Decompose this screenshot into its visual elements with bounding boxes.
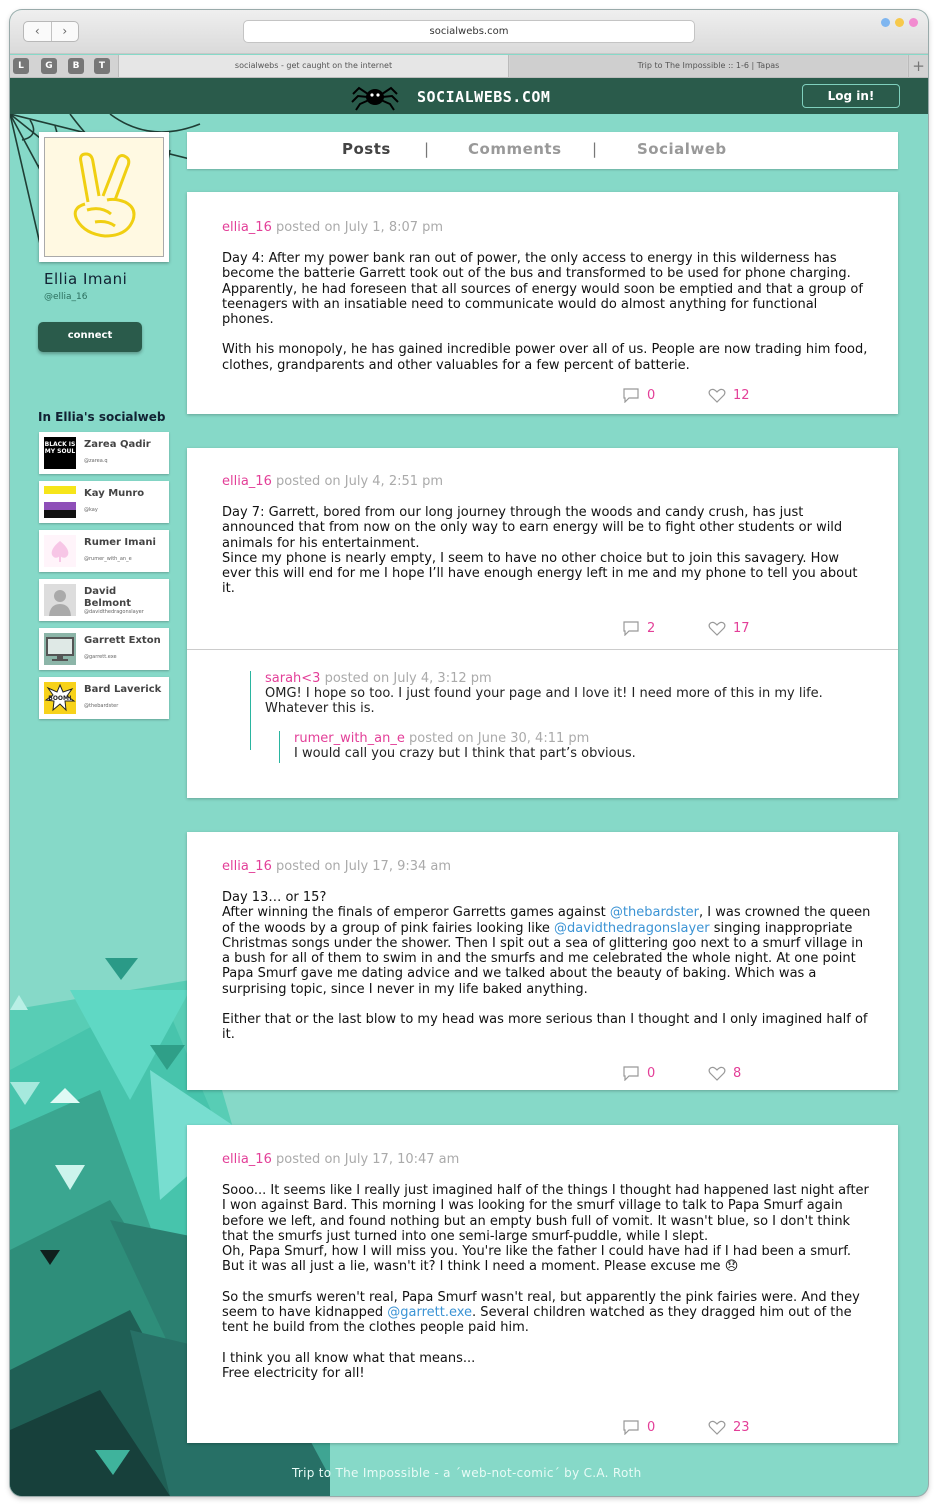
post-author[interactable]: ellia_16 (222, 1152, 272, 1167)
comic-boom-avatar-icon (44, 682, 76, 714)
post-author[interactable]: ellia_16 (222, 474, 272, 489)
friend-name[interactable]: Bard Laverick (84, 684, 162, 695)
post-paragraph: Day 7: Garrett, bored from our long journey through the woods and candy crush, has just announced that from now on the only way to earn energy will be to fight other students or wild animals for his entertainment. (222, 505, 843, 551)
post-body (222, 251, 872, 373)
comment-count[interactable]: 2 (622, 621, 655, 636)
speech-bubble-icon (622, 1066, 640, 1081)
post-timestamp: posted on July 17, 10:47 am (275, 1152, 460, 1167)
tab-tapas[interactable]: Trip to The Impossible :: 1-6 | Tapas (510, 55, 907, 77)
nonbinary-flag-avatar-icon (44, 486, 76, 518)
pinned-tab-t[interactable]: T (94, 58, 110, 74)
comment-meta (265, 671, 870, 686)
friend-card[interactable] (39, 579, 169, 621)
like-count[interactable]: 8 (708, 1066, 741, 1081)
post-author[interactable]: ellia_16 (222, 859, 272, 874)
post-timestamp: posted on July 17, 9:34 am (275, 859, 452, 874)
post-author[interactable]: ellia_16 (222, 220, 272, 235)
tab-separator: | (592, 140, 598, 158)
friend-handle: @zarea.q (84, 458, 108, 464)
blue-dot-icon[interactable] (881, 18, 890, 27)
mention-link[interactable]: @garrett.exe (387, 1305, 473, 1321)
like-count[interactable]: 17 (708, 621, 750, 636)
comments-divider (187, 649, 898, 650)
tab-posts[interactable]: Posts (342, 140, 391, 158)
friend-handle: @rumer_with_an_e (84, 556, 132, 562)
profile-handle: @ellia_16 (44, 292, 88, 302)
comment-count[interactable]: 0 (622, 1066, 655, 1081)
post-timestamp: posted on July 1, 8:07 pm (275, 220, 444, 235)
tab-separator: | (424, 140, 430, 158)
connect-button[interactable]: connect (38, 322, 142, 352)
window-dots (881, 18, 918, 27)
post-paragraph: So the smurfs weren't real, Papa Smurf wasn't real, but apparently the pink fairies were. And they seem to have kidnapped @garrett.exe. Several children watched as they dragged him out of the tent he build from the clothes people paid him. (222, 1289, 860, 1336)
history-buttons (23, 21, 79, 42)
post-card (187, 1125, 898, 1443)
post-meta (222, 220, 443, 235)
post-card (187, 192, 898, 414)
post-timestamp: posted on July 4, 2:51 pm (275, 474, 444, 489)
login-button[interactable]: Log in! (802, 84, 900, 108)
like-count[interactable]: 23 (708, 1420, 750, 1435)
browser-toolbar (10, 10, 928, 54)
tab-socialweb[interactable]: Socialweb (637, 140, 727, 158)
friend-handle: @davidthedragonslayer (84, 609, 144, 615)
friend-card[interactable] (39, 432, 169, 474)
heart-icon (708, 621, 726, 636)
pink-spade-avatar-icon (44, 535, 76, 567)
pinned-tab-b[interactable]: B (68, 58, 84, 74)
comment-timestamp: posted on June 30, 4:11 pm (409, 731, 590, 746)
comment-text: OMG! I hope so too. I just found your page and I love it! I need more of this in my life. Whatever this is. (265, 686, 823, 717)
friend-name[interactable]: David Belmont (84, 586, 132, 609)
peace-hand-icon (45, 138, 163, 256)
comment-thread (250, 671, 870, 761)
comment-meta (294, 731, 839, 746)
speech-bubble-icon (622, 621, 640, 636)
comment-count[interactable]: 0 (622, 1420, 655, 1435)
monitor-avatar-icon (44, 633, 76, 665)
speech-bubble-icon (622, 1420, 640, 1435)
friend-card[interactable] (39, 530, 169, 572)
post-paragraph: Day 4: After my power bank ran out of power, the only access to energy in this wilderness has become the batterie Garrett took out of the bus and transformed to be used for phone charging. Apparently, he had foreseen that all sources of energy would soon be emptied and that a group of teenagers with an insatiable need to communicate would do almost anything for functional phones. (222, 251, 863, 328)
pinned-tab-l[interactable]: L (13, 58, 29, 74)
post-meta (222, 474, 443, 489)
friend-card[interactable] (39, 481, 169, 523)
post-paragraph: Either that or the last blow to my head was more serious than I thought and I only imagined half of it. (222, 1012, 868, 1043)
post-card (187, 448, 898, 798)
post-paragraph: With his monopoly, he has gained incredible power over all of us. People are now trading him food, clothes, grandparents and other valuables for a few percent of batterie. (222, 342, 868, 373)
friend-handle: @kay (84, 507, 98, 513)
tab-strip (10, 55, 928, 78)
friend-card[interactable] (39, 677, 169, 719)
back-icon[interactable]: ‹ (34, 24, 40, 38)
default-person-avatar-icon (44, 584, 76, 616)
spider-icon (350, 80, 400, 112)
pink-dot-icon[interactable] (909, 18, 918, 27)
heart-icon (708, 1420, 726, 1435)
socialweb-title: In Ellia's socialweb (38, 410, 166, 424)
post-paragraph: Since my phone is nearly empty, I seem to have no other choice but to join this savagery. How ever this will end for me I hope I’ll have enough energy left in me and my phone to tell you about it. (222, 550, 858, 597)
site-header (10, 78, 928, 114)
black-is-my-soul-avatar-icon: BLACK IS MY SOUL (44, 437, 76, 469)
friend-card[interactable] (39, 628, 169, 670)
profile-avatar[interactable] (39, 132, 169, 262)
comment-text: I would call you crazy but I think that part’s obvious. (294, 746, 636, 761)
nested-comment (279, 731, 839, 763)
post-paragraph: Day 13… or 15? After winning the finals of emperor Garretts games against @thebardster, I was crowned the queen of the woods by a group of pink fairies looking like @davidthedragonslayer singing inappropriate Christmas songs under the shower. Then I spit out a sea of glittering goo next to a smurf village in a bush for all of them to swim in and the smurfs and me celebrated the whole night. At one point Papa Smurf gave me dating advice and we talked about the beauty of baking. Which was a surprising topic, since I never in my life baked anything. (222, 890, 871, 997)
post-paragraph: I think you all know what that means... Free electricity for all! (222, 1350, 476, 1381)
tab-socialwebs[interactable]: socialwebs - get caught on the internet (118, 55, 509, 77)
comment-count[interactable]: 0 (622, 388, 655, 403)
friend-name[interactable]: Rumer Imani (84, 537, 156, 548)
profile-name: Ellia Imani (44, 270, 128, 288)
comment-author[interactable]: sarah<3 (265, 671, 321, 686)
friend-handle: @garrett.exe (84, 654, 117, 660)
post-body (222, 1183, 872, 1381)
post-card (187, 832, 898, 1090)
friend-name[interactable]: Garrett Exton (84, 635, 161, 646)
svg-text:BOOM!: BOOM! (48, 695, 72, 702)
speech-bubble-icon (622, 388, 640, 403)
heart-icon (708, 388, 726, 403)
like-count[interactable]: 12 (708, 388, 750, 403)
profile-tabs (187, 132, 898, 169)
mention-link[interactable]: @thebardster (609, 905, 700, 921)
comment-timestamp: posted on July 4, 3:12 pm (324, 671, 492, 686)
comment-author[interactable]: rumer_with_an_e (294, 731, 405, 746)
post-meta (222, 859, 451, 874)
pinned-tab-g[interactable]: G (41, 58, 57, 74)
new-tab-icon[interactable]: + (908, 55, 928, 77)
post-meta (222, 1152, 459, 1167)
post-body (222, 505, 872, 597)
footer-credit: Trip to The Impossible - a ´web-not-comic´ by C.A. Roth (292, 1466, 642, 1480)
mention-link[interactable]: @davidthedragonslayer (554, 920, 710, 936)
yellow-dot-icon[interactable] (895, 18, 904, 27)
browser-window (10, 10, 928, 1496)
tab-comments[interactable]: Comments (468, 140, 562, 158)
sad-face-icon: 😞 (724, 1259, 739, 1275)
friend-name[interactable]: Zarea Qadir (84, 439, 151, 450)
address-bar[interactable]: socialwebs.com (243, 20, 695, 43)
forward-icon[interactable]: › (51, 22, 79, 41)
post-paragraph: Sooo... It seems like I really just imagined half of the things I thought had happened last night after I won against Bard. This morning I was looking for the smurf village to talk to Papa Smurf again before we left, and found nothing but an empty bush full of vomit. It wasn't blue, so I don't think that the smurfs just turned into one semi-large smurf-puddle, while I slept. Oh, Papa Smurf, how I will miss you. You're like the father I could have had if I had been a smurf. But it was all just a lie, wasn't it? I think I need a moment. Please excuse me 😞 (222, 1183, 869, 1275)
friend-handle: @thebardster (84, 703, 119, 709)
heart-icon (708, 1066, 726, 1081)
friend-name[interactable]: Kay Munro (84, 488, 145, 499)
post-body (222, 890, 872, 1043)
site-logo[interactable]: SOCIALWEBS.COM (417, 88, 551, 106)
